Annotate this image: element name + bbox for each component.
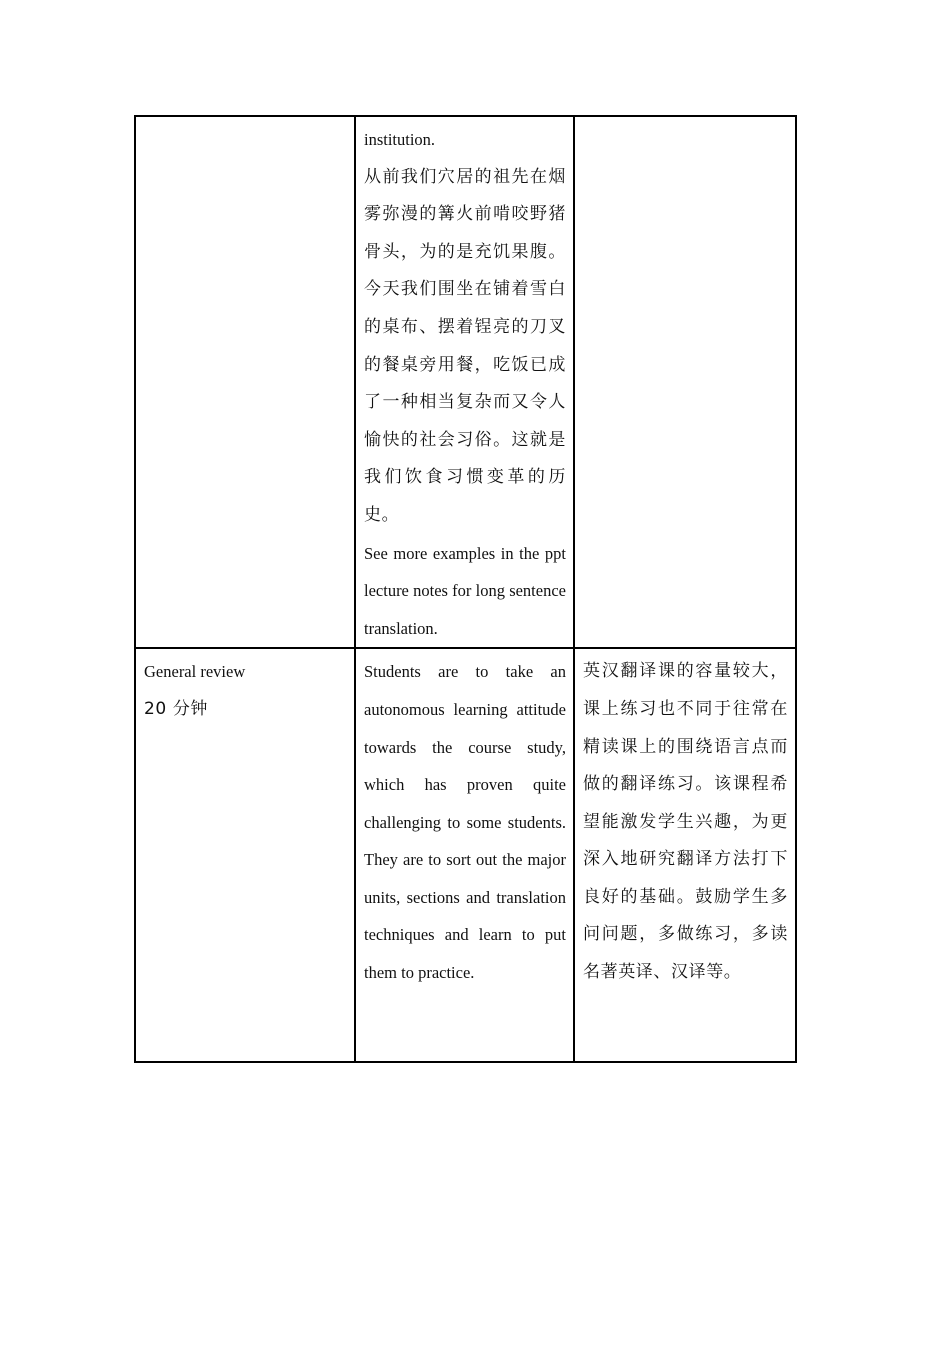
table-cell-notes <box>574 116 796 648</box>
table-cell-content <box>355 648 574 1062</box>
lesson-plan-table <box>134 115 797 1063</box>
table-cell-notes <box>574 648 796 1062</box>
cell-text-institution: institution. <box>364 130 436 149</box>
table-cell-stage <box>135 648 355 1062</box>
table-cell-content <box>355 116 574 648</box>
cell-text-see-more: See more examples in the ppt lecture notes for long sentence translation. <box>364 543 566 638</box>
table-cell-stage <box>135 116 355 648</box>
cell-text-review-notes: 英汉翻译课的容量较大，课上练习也不同于往常在精读课上的围绕语言点而做的翻译练习。该课程希望能激发学生兴趣，为更深入地研究翻译方法打下良好的基础。鼓励学生多问问题，多做练习，多读名著英译、汉译等。 <box>583 661 788 983</box>
stage-duration: 20 分钟 <box>144 698 209 719</box>
table-row <box>135 648 796 1062</box>
stage-title: General review <box>144 662 246 682</box>
cell-text-translation-example: 从前我们穴居的祖先在烟雾弥漫的篝火前啃咬野猪骨头，为的是充饥果腹。今天我们围坐在铺着雪白的桌布、摆着锃亮的刀叉的餐桌旁用餐，吃饭已成了一种相当复杂而又令人愉快的社会习俗。这就是我们饮食习惯变革的历史。 <box>364 166 566 525</box>
table-row <box>135 116 796 648</box>
cell-text-review-content: Students are to take an autonomous learning attitude towards the course study, which has proven quite challenging to some students. They are to sort out the major units, sections and translation techniques and learn to put them to practice. <box>364 662 566 983</box>
